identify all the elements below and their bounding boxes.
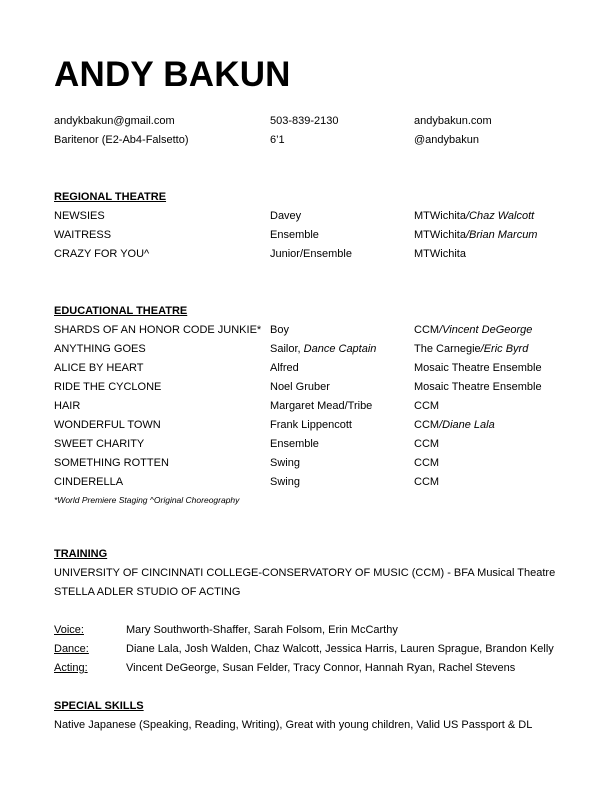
teacher-names: Diane Lala, Josh Walden, Chaz Walcott, Jessica Harris, Lauren Sprague, Brandon Kelly [126,643,554,655]
credit-row [0,359,612,378]
role [270,340,376,359]
venue [414,454,439,473]
venue [414,416,495,435]
role-name: Alfred [270,362,299,374]
credit-row [0,207,612,226]
special-skills-heading: SPECIAL SKILLS [54,700,144,712]
show-title: SHARDS OF AN HONOR CODE JUNKIE* [54,324,262,336]
show-title: ALICE BY HEART [54,362,144,374]
social-handle: @andybakun [414,134,479,146]
footnote: *World Premiere Staging ^Original Choreography [54,495,240,505]
training-school: UNIVERSITY OF CINCINNATI COLLEGE-CONSERVATORY OF MUSIC (CCM) - BFA Musical Theatre [54,567,556,579]
role-name: Swing [270,476,300,488]
venue [414,245,466,264]
director: /Vincent DeGeorge [439,324,533,336]
show-title: HAIR [54,400,81,412]
credit-row [0,340,612,359]
phone[interactable]: 503-839-2130 [270,115,339,127]
role-name: Noel Gruber [270,381,330,393]
show-title: CINDERELLA [54,476,124,488]
director: /Chaz Walcott [465,210,535,222]
venue [414,207,534,226]
credit-row [0,473,612,492]
credit-row [0,435,612,454]
theatre: CCM [414,400,440,412]
show-title: CRAZY FOR YOU^ [54,248,150,260]
theatre: Mosaic Theatre Ensemble [414,362,542,374]
details-row [0,131,612,150]
role-name: Swing [270,457,300,469]
show-title: WAITRESS [54,229,112,241]
theatre: CCM [414,457,440,469]
show-title: RIDE THE CYCLONE [54,381,162,393]
training-studio: STELLA ADLER STUDIO OF ACTING [54,586,241,598]
teacher-names: Vincent DeGeorge, Susan Felder, Tracy Connor, Hannah Ryan, Rachel Stevens [126,662,516,674]
credit-row [0,397,612,416]
role-name: Sailor, [270,343,304,355]
role [270,321,289,340]
theatre: MTWichita [414,248,466,260]
performer-name: ANDY BAKUN [54,55,291,94]
show-title: SWEET CHARITY [54,438,145,450]
teacher-row [0,621,612,640]
credit-row [0,378,612,397]
role [270,397,372,416]
role [270,378,330,397]
role [270,473,300,492]
theatre: CCM [414,419,440,431]
show-title: SOMETHING ROTTEN [54,457,169,469]
teacher-label: Voice: [54,624,84,636]
director: /Brian Marcum [465,229,538,241]
venue [414,378,542,397]
role: Junior/Ensemble [270,248,352,260]
credit-row [0,321,612,340]
role-name: Ensemble [270,438,319,450]
height: 6’1 [270,134,285,146]
educational-theatre-heading: EDUCATIONAL THEATRE [54,305,188,317]
show-title: NEWSIES [54,210,105,222]
venue [414,226,537,245]
role-name: Boy [270,324,289,336]
venue [414,340,528,359]
role [270,416,352,435]
director: /Diane Lala [439,419,495,431]
theatre: CCM [414,476,440,488]
theatre: The Carnegie [414,343,481,355]
role [270,454,300,473]
role [270,435,319,454]
theatre: Mosaic Theatre Ensemble [414,381,542,393]
venue [414,359,542,378]
credit-row [0,454,612,473]
regional-theatre-heading: REGIONAL THEATRE [54,191,167,203]
role [270,359,299,378]
theatre: MTWichita [414,229,466,241]
role-name: Margaret Mead/Tribe [270,400,373,412]
show-title: ANYTHING GOES [54,343,146,355]
credit-row [0,245,612,264]
teacher-row [0,659,612,678]
teacher-label: Acting: [54,662,88,674]
voice-type: Baritenor (E2-Ab4-Falsetto) [54,134,189,146]
role-note: Dance Captain [303,343,377,355]
theatre: MTWichita [414,210,466,222]
special-skills-text: Native Japanese (Speaking, Reading, Writing), Great with young children, Valid US Passport & DL [54,719,533,731]
venue [414,397,439,416]
theatre: CCM [414,324,440,336]
show-title: WONDERFUL TOWN [54,419,161,431]
credit-row [0,226,612,245]
theatre: CCM [414,438,440,450]
website[interactable]: andybakun.com [414,115,492,127]
teacher-names: Mary Southworth-Shaffer, Sarah Folsom, Erin McCarthy [126,624,398,636]
venue [414,473,439,492]
training-heading: TRAINING [54,548,108,560]
venue [414,435,439,454]
role: Ensemble [270,229,319,241]
venue [414,321,532,340]
email[interactable]: andykbakun@gmail.com [54,115,175,127]
role: Davey [270,210,302,222]
contact-row [0,112,612,131]
teacher-row [0,640,612,659]
credit-row [0,416,612,435]
director: /Eric Byrd [480,343,529,355]
role-name: Frank Lippencott [270,419,352,431]
teacher-label: Dance: [54,643,89,655]
